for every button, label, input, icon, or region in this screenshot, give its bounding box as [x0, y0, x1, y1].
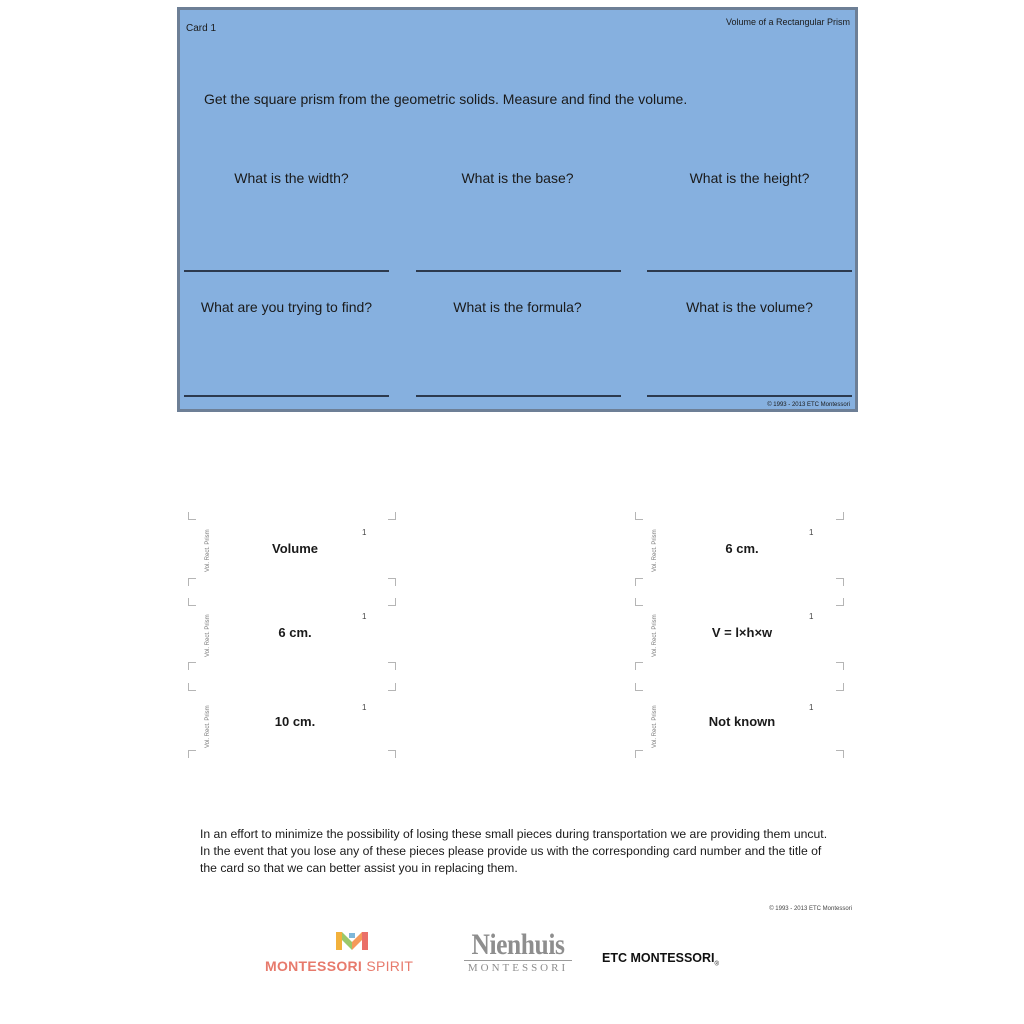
question-width: What is the width?	[234, 170, 349, 186]
slip-card-number: 1	[809, 528, 814, 537]
slip-card-number: 1	[809, 612, 814, 621]
crop-mark	[188, 578, 196, 586]
crop-mark	[388, 750, 396, 758]
crop-mark	[836, 662, 844, 670]
question-base: What is the base?	[461, 170, 574, 186]
slip-side-label: Vol. Rect. Prism	[205, 705, 211, 748]
slip-card-number: 1	[362, 612, 367, 621]
crop-mark	[388, 598, 396, 606]
slip-card-number: 1	[809, 703, 814, 712]
slip-side-label: Vol. Rect. Prism	[205, 529, 211, 572]
slip-label-formula: V = l×h×w	[711, 625, 773, 640]
slip-card-number: 1	[362, 528, 367, 537]
card-number: Card 1	[186, 23, 217, 34]
crop-mark	[188, 598, 196, 606]
crop-mark	[635, 578, 643, 586]
crop-mark	[635, 512, 643, 520]
card-copyright: © 1993 - 2013 ETC Montessori	[767, 402, 850, 408]
slip-side-label: Vol. Rect. Prism	[205, 614, 211, 657]
slip-label: Not known	[708, 714, 776, 729]
crop-mark	[188, 750, 196, 758]
crop-mark	[635, 662, 643, 670]
crop-mark	[836, 683, 844, 691]
answer-line	[184, 270, 389, 272]
nienhuis-sub: MONTESSORI	[464, 960, 572, 974]
question-formula: What is the formula?	[453, 299, 582, 315]
question-volume: What is the volume?	[686, 299, 813, 315]
answer-line	[184, 395, 389, 397]
crop-mark	[188, 512, 196, 520]
answer-line	[647, 270, 852, 272]
slip-side-label: Vol. Rect. Prism	[652, 614, 658, 657]
answer-line	[416, 270, 621, 272]
crop-mark	[836, 578, 844, 586]
montessori-spirit-mark-icon	[335, 930, 369, 952]
question-height: What is the height?	[689, 170, 810, 186]
crop-mark	[388, 512, 396, 520]
montessori-spirit-bold: MONTESSORI	[265, 958, 363, 974]
slip-label: 10 cm.	[274, 714, 316, 729]
crop-mark	[635, 750, 643, 758]
answer-line	[416, 395, 621, 397]
slip-side-label: Vol. Rect. Prism	[652, 705, 658, 748]
task-card	[177, 7, 858, 412]
crop-mark	[388, 683, 396, 691]
nienhuis-logo	[462, 930, 574, 976]
slip-side-label: Vol. Rect. Prism	[652, 529, 658, 572]
nienhuis-name: Nienhuis	[471, 928, 565, 961]
question-find: What are you trying to find?	[200, 299, 373, 315]
slip-label: Volume	[272, 541, 318, 556]
slip-label: 6 cm.	[725, 541, 759, 556]
card-title: Volume of a Rectangular Prism	[725, 17, 850, 27]
registered-mark: ®	[714, 961, 719, 968]
crop-mark	[188, 683, 196, 691]
card-instruction: Get the square prism from the geometric solids. Measure and find the volume.	[204, 91, 688, 107]
crop-mark	[836, 750, 844, 758]
etc-montessori-text: ETC MONTESSORI	[602, 951, 715, 965]
crop-mark	[836, 598, 844, 606]
crop-mark	[388, 662, 396, 670]
montessori-spirit-logo	[265, 930, 440, 975]
answer-line	[647, 395, 852, 397]
montessori-spirit-light: SPIRIT	[362, 958, 414, 974]
crop-mark	[388, 578, 396, 586]
crop-mark	[188, 662, 196, 670]
loss-prevention-note: In an effort to minimize the possibility of losing these small pieces during transportation we are providing them uncut. In the event that you lose any of these pieces please provide us with the corresponding card number and the title of the card so that we can better assist you in replacing them.	[200, 827, 828, 875]
crop-mark	[635, 598, 643, 606]
crop-mark	[836, 512, 844, 520]
crop-mark	[635, 683, 643, 691]
slip-card-number: 1	[362, 703, 367, 712]
slip-label: 6 cm.	[278, 625, 312, 640]
etc-montessori-logo	[602, 951, 719, 968]
page-copyright: © 1993 - 2013 ETC Montessori	[769, 906, 852, 912]
